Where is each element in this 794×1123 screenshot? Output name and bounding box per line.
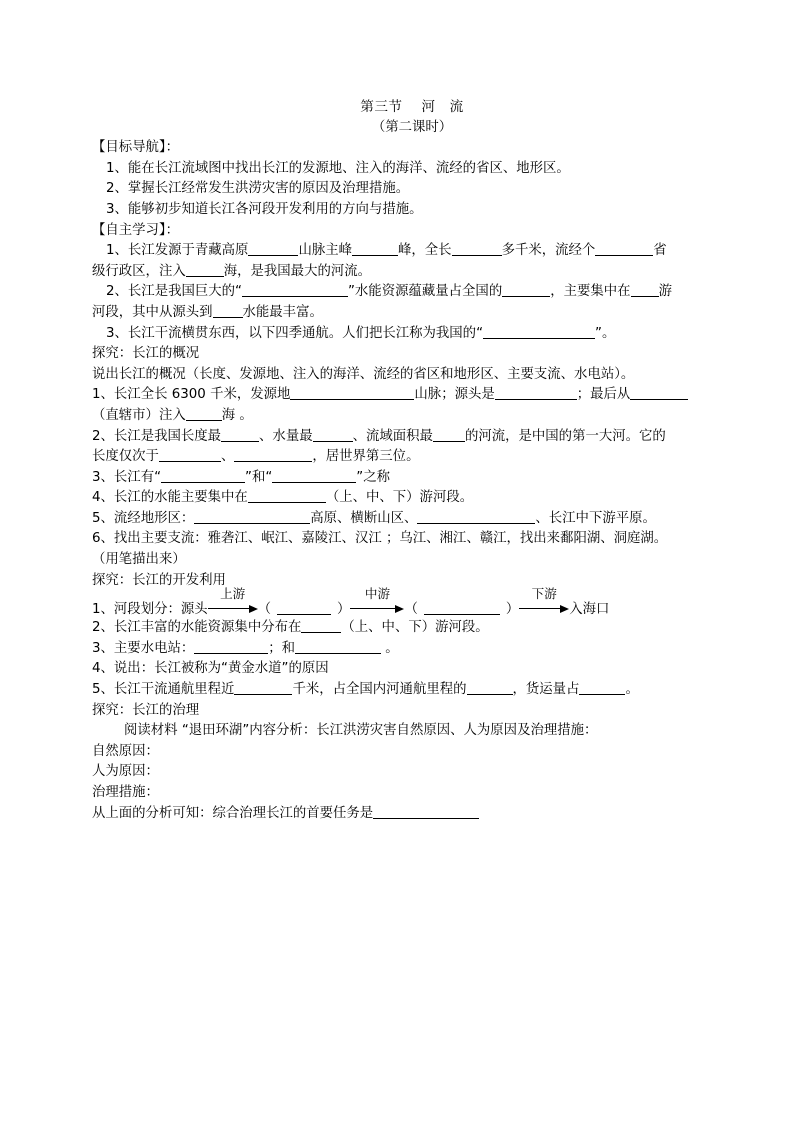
text: ） — [337, 602, 351, 618]
development-q4: 4、说出：长江被称为“黄金水道”的原因 — [92, 661, 329, 677]
answer-blank[interactable] — [467, 680, 513, 695]
answer-blank[interactable] — [433, 427, 465, 442]
text: 级行政区，注入 — [92, 263, 186, 279]
answer-blank[interactable] — [631, 282, 659, 297]
overview-q1-line2 — [92, 406, 712, 427]
arrow-label: 中游 — [364, 586, 391, 602]
text: ”水能资源蕴藏量占全国的 — [347, 284, 503, 300]
answer-blank[interactable] — [452, 241, 502, 256]
text: 、流域面积最 — [352, 428, 433, 444]
text: （ — [404, 602, 418, 618]
arrow-line — [350, 608, 396, 609]
answer-blank[interactable] — [290, 385, 414, 400]
text: 。 — [381, 640, 399, 656]
text: 5、长江干流通航里程近 — [92, 682, 235, 698]
text: 海，是我国最大的河流。 — [223, 263, 372, 279]
page-title: 第三节 河 流 — [360, 99, 464, 115]
goal-heading: 【目标导航】： — [92, 140, 180, 156]
overview-q6: 6、找出主要支流：雅砻江、岷江、嘉陵江、汉江 ；乌江、湘江、赣江，找出来鄱阳湖、洞庭湖。 — [92, 531, 668, 547]
text: 山脉；源头是 — [414, 387, 495, 403]
answer-blank[interactable] — [221, 427, 259, 442]
text: 3、长江干流横贯东西，以下四季通航。人们把长江称为我国的“ — [106, 325, 484, 341]
answer-blank[interactable] — [417, 509, 535, 524]
overview-q2-line2 — [92, 447, 712, 468]
text: 1、长江发源于青藏高原 — [106, 243, 249, 259]
explore-development-heading: 探究：长江的开发利用 — [92, 572, 226, 588]
arrow-downstream — [519, 586, 569, 615]
answer-blank[interactable] — [186, 406, 222, 421]
overview-q2-line1 — [92, 427, 712, 448]
goal-item: 2、掌握长江经常发生洪涝灾害的原因及治理措施。 — [106, 181, 410, 197]
text: 游 — [658, 284, 672, 300]
arrow-line — [519, 608, 561, 609]
text: ”和“ — [245, 469, 273, 485]
answer-blank[interactable] — [352, 241, 398, 256]
text: ”之称 — [356, 469, 391, 485]
goal-item: 3、能够初步知道长江各河段开发利用的方向与措施。 — [106, 201, 423, 217]
answer-blank[interactable] — [234, 447, 312, 462]
development-q5 — [92, 680, 712, 701]
answer-blank[interactable] — [277, 600, 331, 615]
overview-q1-line1 — [92, 385, 712, 406]
text: 3、长江有“ — [92, 469, 162, 485]
text: ；最后从 — [576, 387, 631, 403]
text: （上、中、下）游河段。 — [341, 620, 489, 636]
text: 从上面的分析可知：综合治理长江的首要任务是 — [92, 805, 374, 821]
worksheet — [92, 97, 712, 824]
text: （上、中、下）游河段。 — [325, 490, 474, 506]
self-q3 — [92, 324, 712, 345]
answer-blank[interactable] — [234, 680, 292, 695]
arrow-midstream — [350, 586, 404, 615]
answer-blank[interactable] — [579, 680, 625, 695]
overview-q3 — [92, 468, 712, 489]
text: 、长江中下游平原。 — [535, 510, 656, 526]
text: 水能最丰富。 — [242, 304, 323, 320]
measures-label: 治理措施： — [92, 785, 159, 800]
text: 河段，其中从源头到 — [92, 304, 213, 320]
arrow-head-icon — [249, 605, 258, 613]
development-q3 — [92, 639, 712, 660]
text: ”。 — [595, 325, 616, 341]
text: ，主要集中在 — [550, 284, 631, 300]
text: 多千米，流经个 — [501, 243, 596, 259]
reading-material: 阅读材料 “退田环湖”内容分析：长江洪涝灾害自然原因、人为原因及治理措施： — [124, 723, 598, 739]
text: （ — [257, 602, 272, 618]
text: ，货运量占 — [512, 682, 580, 698]
answer-blank[interactable] — [630, 385, 688, 400]
text: 海 。 — [221, 407, 253, 423]
arrow-head-icon — [560, 605, 569, 613]
text: 4、长江的水能主要集中在 — [92, 490, 248, 506]
overview-q5 — [92, 509, 712, 530]
explore-overview-heading: 探究：长江的概况 — [92, 346, 200, 362]
text: 千米，占全国内河通航里程的 — [292, 682, 467, 698]
conclusion — [92, 804, 712, 825]
answer-blank[interactable] — [595, 241, 653, 256]
development-q2 — [92, 618, 712, 639]
answer-blank[interactable] — [495, 385, 577, 400]
text: 、 — [220, 449, 235, 465]
text: 。 — [625, 682, 639, 698]
answer-blank[interactable] — [373, 804, 479, 819]
arrow-line — [208, 608, 250, 609]
text: （直辖市）注入 — [92, 407, 186, 423]
answer-blank[interactable] — [272, 468, 356, 483]
answer-blank[interactable] — [194, 639, 268, 654]
text: 峰，全长 — [398, 243, 452, 259]
self-q1-line2 — [92, 262, 712, 283]
self-q2-line2 — [92, 303, 712, 324]
answer-blank[interactable] — [161, 468, 245, 483]
arrow-label: 上游 — [220, 586, 246, 602]
text: ；和 — [268, 640, 296, 656]
natural-causes-label: 自然原因： — [92, 743, 159, 759]
answer-blank[interactable] — [424, 600, 500, 615]
text: 长度仅次于 — [92, 449, 159, 465]
text: 高原、横断山区、 — [310, 510, 418, 526]
arrow-label: 下游 — [531, 586, 557, 602]
text: 2、长江是我国巨大的“ — [106, 284, 242, 300]
goal-item: 1、能在长江流域图中找出长江的发源地、注入的海洋、流经的省区、地形区。 — [106, 160, 570, 176]
answer-blank[interactable] — [186, 262, 224, 277]
text: 1、长江全长 6300 千米，发源地 — [92, 387, 291, 403]
explore-governance-heading: 探究：长江的治理 — [92, 702, 200, 718]
answer-blank[interactable] — [248, 488, 326, 503]
arrow-upstream — [208, 586, 258, 615]
self-study-heading: 【自主学习】： — [92, 222, 180, 238]
page-subtitle: （第二课时） — [371, 119, 453, 135]
text: 省 — [653, 243, 667, 259]
answer-blank[interactable] — [242, 282, 348, 297]
answer-blank[interactable] — [159, 447, 221, 462]
self-q1-line1 — [92, 241, 712, 262]
human-causes-label: 人为原因： — [92, 764, 159, 780]
answer-blank[interactable] — [483, 324, 595, 339]
text: 入海口 — [569, 602, 610, 618]
explore-overview-intro: 说出长江的概况（长度、发源地、注入的海洋、流经的省区和地形区、主要支流、水电站）。 — [92, 366, 635, 382]
text: 3、主要水电站： — [92, 640, 195, 656]
text: 山脉主峰 — [298, 243, 352, 259]
river-section-division — [92, 586, 712, 618]
arrow-head-icon — [395, 605, 404, 613]
answer-blank[interactable] — [313, 427, 353, 442]
text: ） — [505, 602, 520, 618]
overview-q4 — [92, 488, 712, 509]
answer-blank[interactable] — [295, 639, 381, 654]
self-q2-line1 — [92, 282, 712, 303]
answer-blank[interactable] — [502, 282, 550, 297]
answer-blank[interactable] — [248, 241, 298, 256]
text: 2、长江丰富的水能资源集中分布在 — [92, 620, 302, 636]
text: 、水量最 — [259, 428, 313, 444]
text: 2、长江是我国长度最 — [92, 428, 222, 444]
text: 的河流，是中国的第一大河。它的 — [464, 428, 666, 444]
text: 1、河段划分：源头 — [92, 602, 208, 618]
answer-blank[interactable] — [194, 509, 310, 524]
text: 5、流经地形区： — [92, 510, 195, 526]
answer-blank[interactable] — [301, 618, 341, 633]
text: ，居世界第三位。 — [312, 449, 420, 465]
answer-blank[interactable] — [213, 303, 243, 318]
overview-q6-note: （用笔描出来） — [92, 552, 186, 568]
